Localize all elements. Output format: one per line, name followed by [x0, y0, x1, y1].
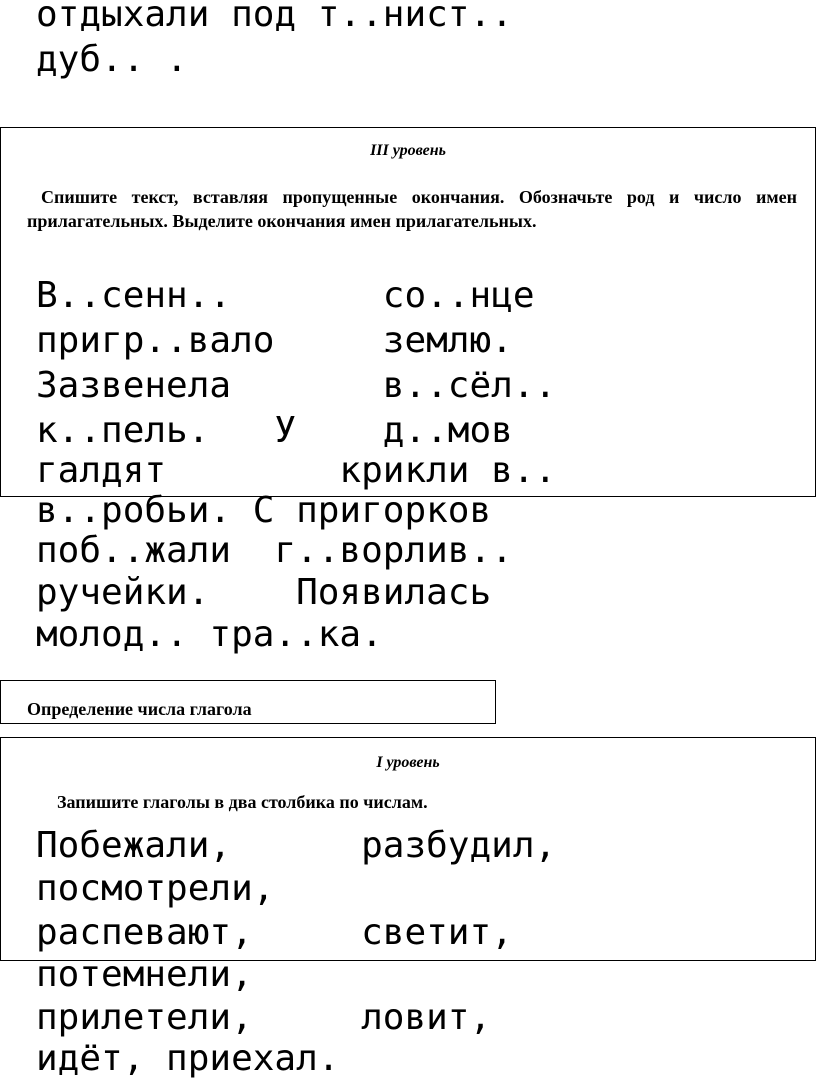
level1-text-line-1: Побежали, разбудил, [36, 825, 557, 866]
level3-text-line-8: ручейки. Появилась [36, 572, 492, 613]
level3-instruction: Спишите текст, вставляя пропущенные окончания. Обозначьте род и число имен прилагательных. Выделите окончания имен прилагательных. [27, 187, 797, 231]
level3-text-line-5: галдят крикли в.. [36, 450, 557, 491]
top-fragment-line-1: отдыхали под т..нист.. [36, 0, 513, 35]
level3-title: III уровень [370, 142, 446, 159]
section-heading-box [0, 680, 496, 724]
level1-text-line-5: прилетели, ловит, [36, 997, 492, 1038]
level3-text-line-3: Зазвенела в..сёл.. [36, 365, 557, 406]
level1-title: I уровень [376, 754, 440, 771]
level1-text-line-6: идёт, приехал. [36, 1038, 340, 1079]
level1-text-line-4: потемнели, [36, 954, 253, 995]
level1-text-line-2: посмотрели, [36, 868, 275, 909]
top-fragment-line-2: дуб.. . [36, 39, 188, 80]
level3-text-line-7: поб..жали г..ворлив.. [36, 530, 513, 571]
level3-text-line-6: в..робьи. С пригорков [36, 490, 492, 531]
section-heading: Определение числа глагола [27, 699, 252, 719]
level1-text-line-3: распевают, светит, [36, 912, 513, 953]
level3-text-line-2: пригр..вало землю. [36, 320, 513, 361]
level1-instruction: Запишите глаголы в два столбика по числам. [57, 792, 428, 812]
level3-text-line-1: В..сенн.. со..нце [36, 275, 535, 316]
level3-text-line-4: к..пель. У д..мов [36, 410, 513, 451]
level3-text-line-9: молод.. тра..ка. [36, 614, 383, 655]
